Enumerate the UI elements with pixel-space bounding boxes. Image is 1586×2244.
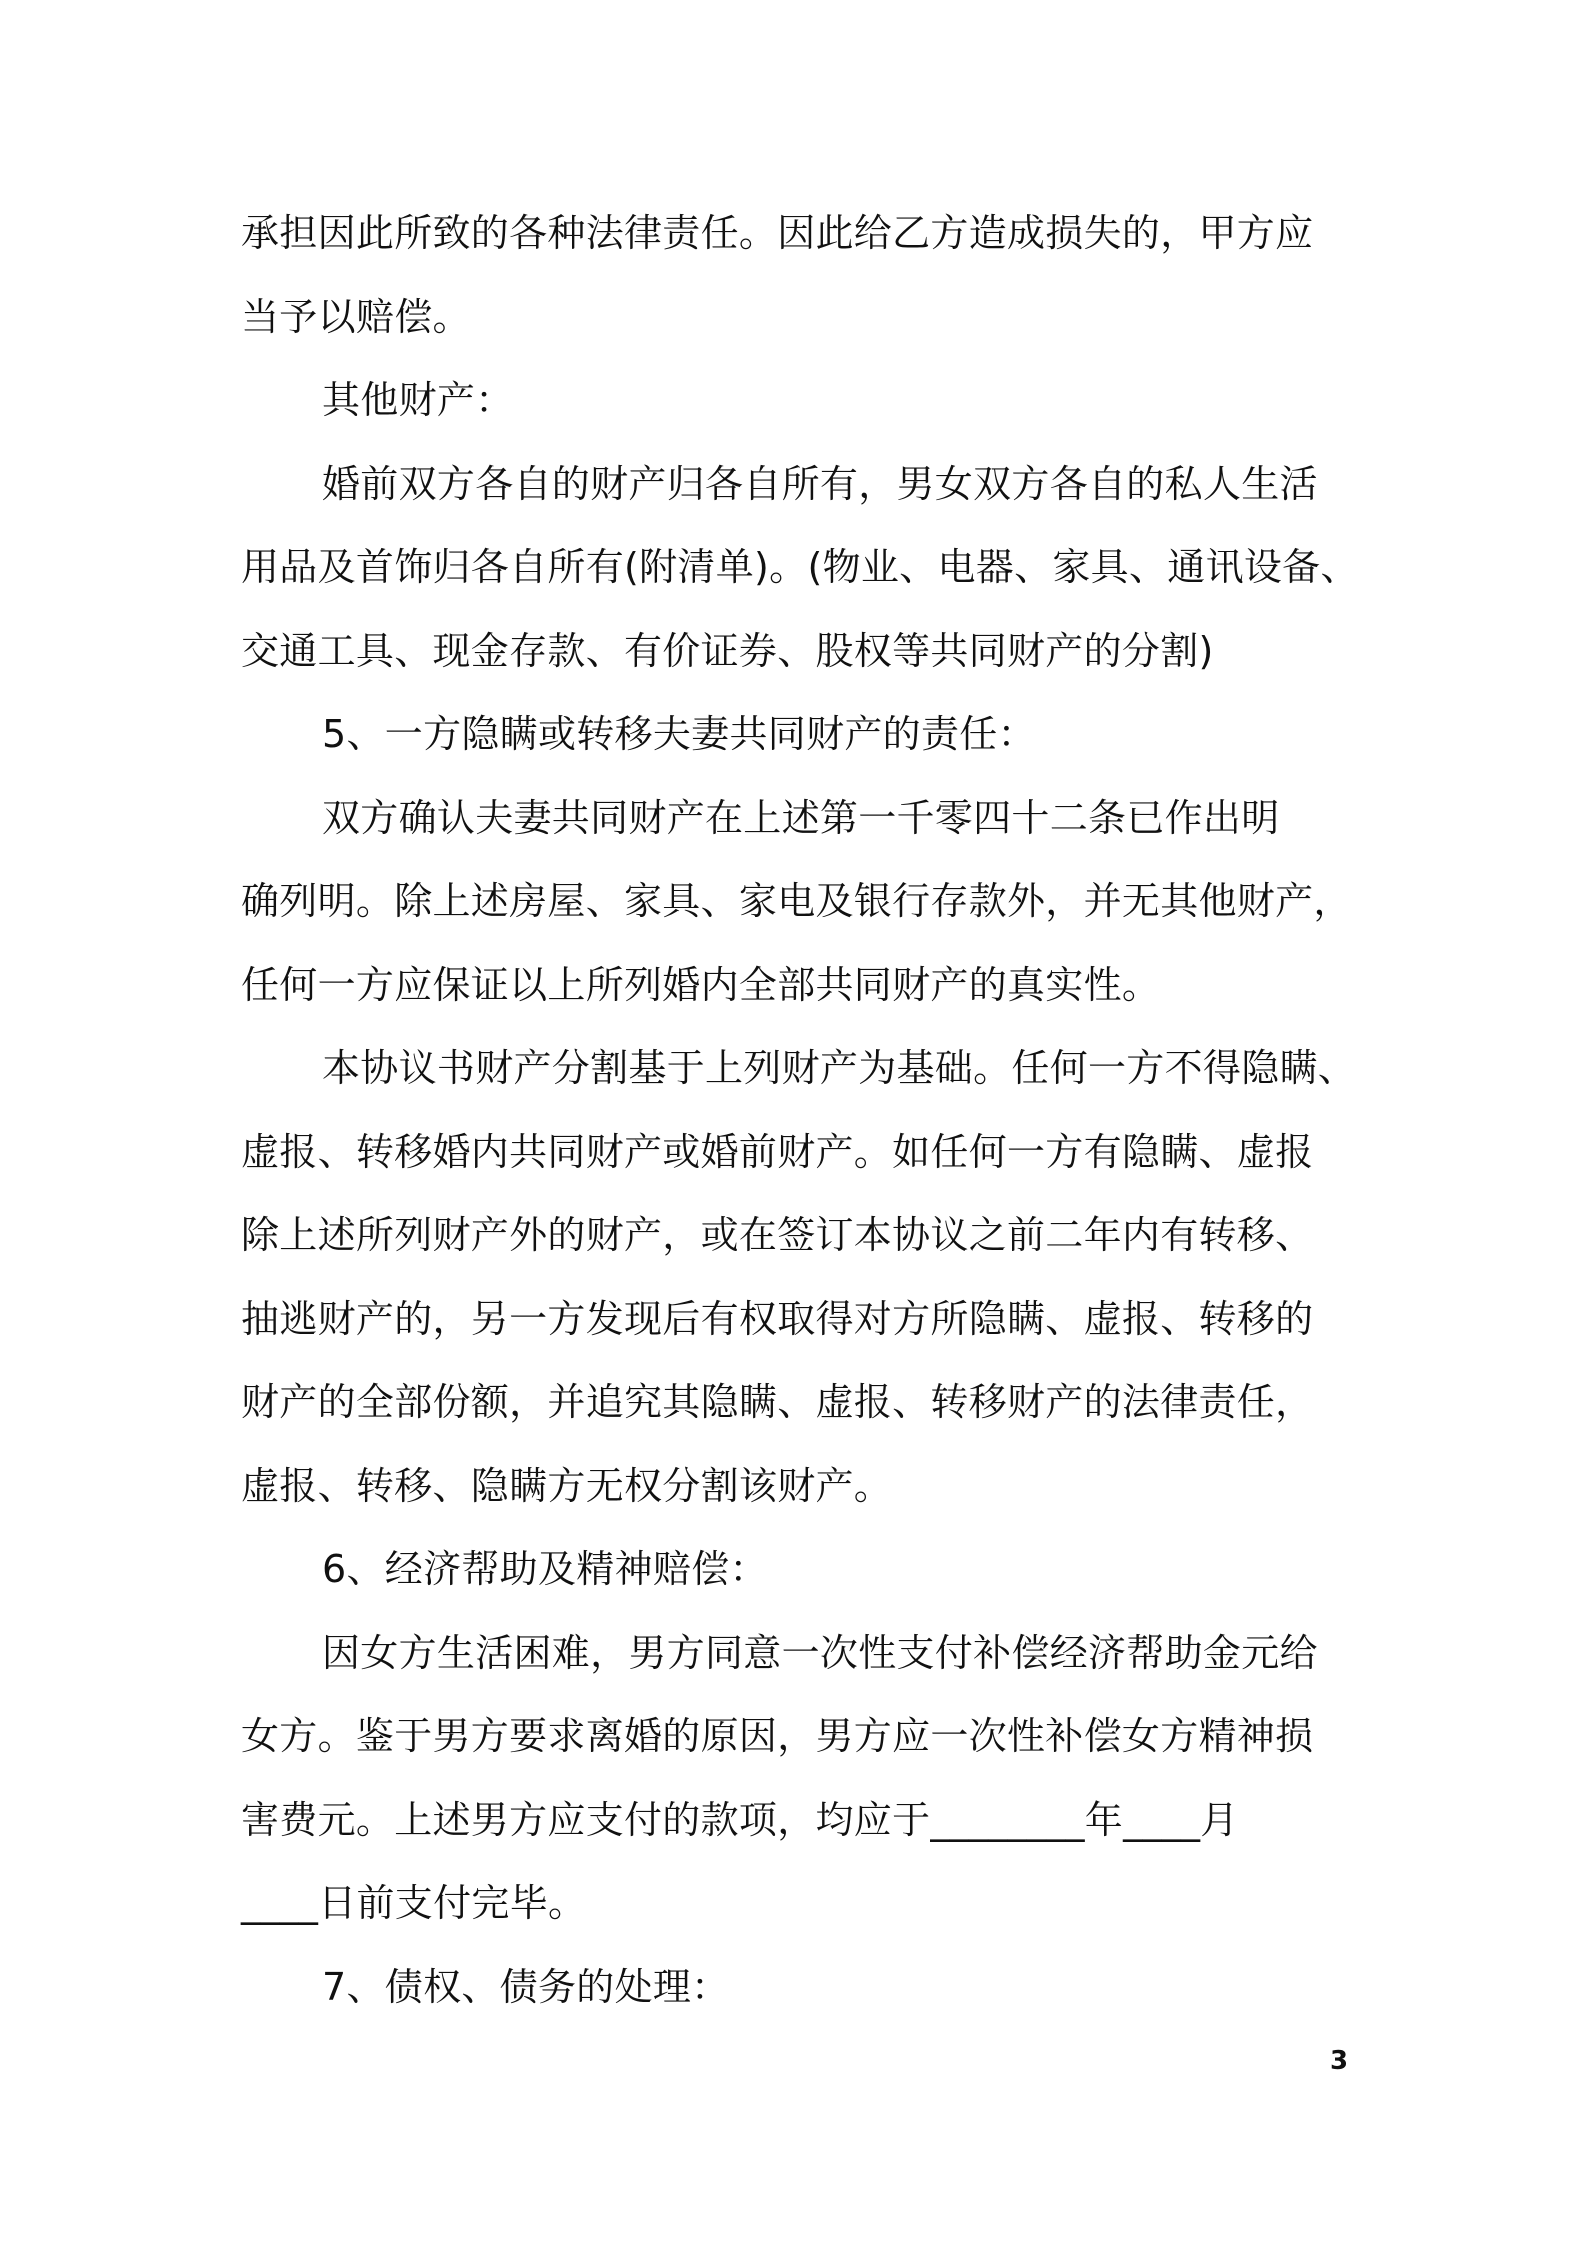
text-line: 交通工具、现金存款、有价证券、股权等共同财产的分割) bbox=[241, 628, 1214, 673]
text-line: ____日前支付完毕。 bbox=[241, 1881, 587, 1925]
heading-section-5 bbox=[241, 693, 1356, 777]
paragraph-liability-continuation bbox=[241, 192, 1356, 359]
paragraph-joint-property-confirmation bbox=[241, 777, 1356, 1028]
text-line: 确列明。除上述房屋、家具、家电及银行存款外，并无其他财产， bbox=[241, 879, 1352, 923]
text-line: 除上述所列财产外的财产，或在签订本协议之前二年内有转移、 bbox=[241, 1213, 1314, 1257]
text-line: 承担因此所致的各种法律责任。因此给乙方造成损失的，甲方应 bbox=[241, 211, 1314, 255]
text-line: 5、一方隐瞒或转移夫妻共同财产的责任： bbox=[322, 712, 1036, 756]
text-line: 本协议书财产分割基于上列财产为基础。任何一方不得隐瞒、 bbox=[322, 1046, 1357, 1090]
paragraph-property-division-basis bbox=[241, 1027, 1356, 1528]
text-line: 7、债权、债务的处理： bbox=[322, 1964, 730, 2009]
heading-section-7 bbox=[241, 1946, 1356, 2030]
text-line: 女方。鉴于男方要求离婚的原因，男方应一次性补偿女方精神损 bbox=[241, 1714, 1314, 1758]
text-line: 婚前双方各自的财产归各自所有，男女双方各自的私人生活 bbox=[322, 461, 1318, 506]
document-body bbox=[241, 192, 1359, 2029]
paragraph-financial-assistance bbox=[241, 1612, 1356, 1946]
text-line: 用品及首饰归各自所有(附清单)。(物业、电器、家具、通讯设备、 bbox=[241, 545, 1359, 589]
text-line: 6、经济帮助及精神赔偿： bbox=[322, 1547, 768, 1591]
text-line: 抽逃财产的，另一方发现后有权取得对方所隐瞒、虚报、转移的 bbox=[241, 1296, 1314, 1341]
text-line: 任何一方应保证以上所列婚内全部共同财产的真实性。 bbox=[241, 962, 1161, 1007]
text-line: 双方确认夫妻共同财产在上述第一千零四十二条已作出明 bbox=[322, 795, 1280, 840]
heading-section-6 bbox=[241, 1528, 1356, 1612]
text-line: 虚报、转移、隐瞒方无权分割该财产。 bbox=[241, 1463, 893, 1508]
paragraph-premarital-property bbox=[241, 443, 1359, 694]
text-line: 财产的全部份额，并追究其隐瞒、虚报、转移财产的法律责任， bbox=[241, 1380, 1314, 1424]
text-line: 害费元。上述男方应支付的款项，均应于________年____月 bbox=[241, 1797, 1239, 1842]
text-line: 虚报、转移婚内共同财产或婚前财产。如任何一方有隐瞒、虚报 bbox=[241, 1129, 1314, 1174]
text-line: 因女方生活困难，男方同意一次性支付补偿经济帮助金元给 bbox=[322, 1630, 1318, 1675]
text-line: 其他财产： bbox=[322, 378, 514, 422]
text-line: 当予以赔偿。 bbox=[241, 294, 471, 339]
heading-other-property bbox=[241, 359, 1356, 443]
page-number: 3 bbox=[1330, 2046, 1349, 2076]
